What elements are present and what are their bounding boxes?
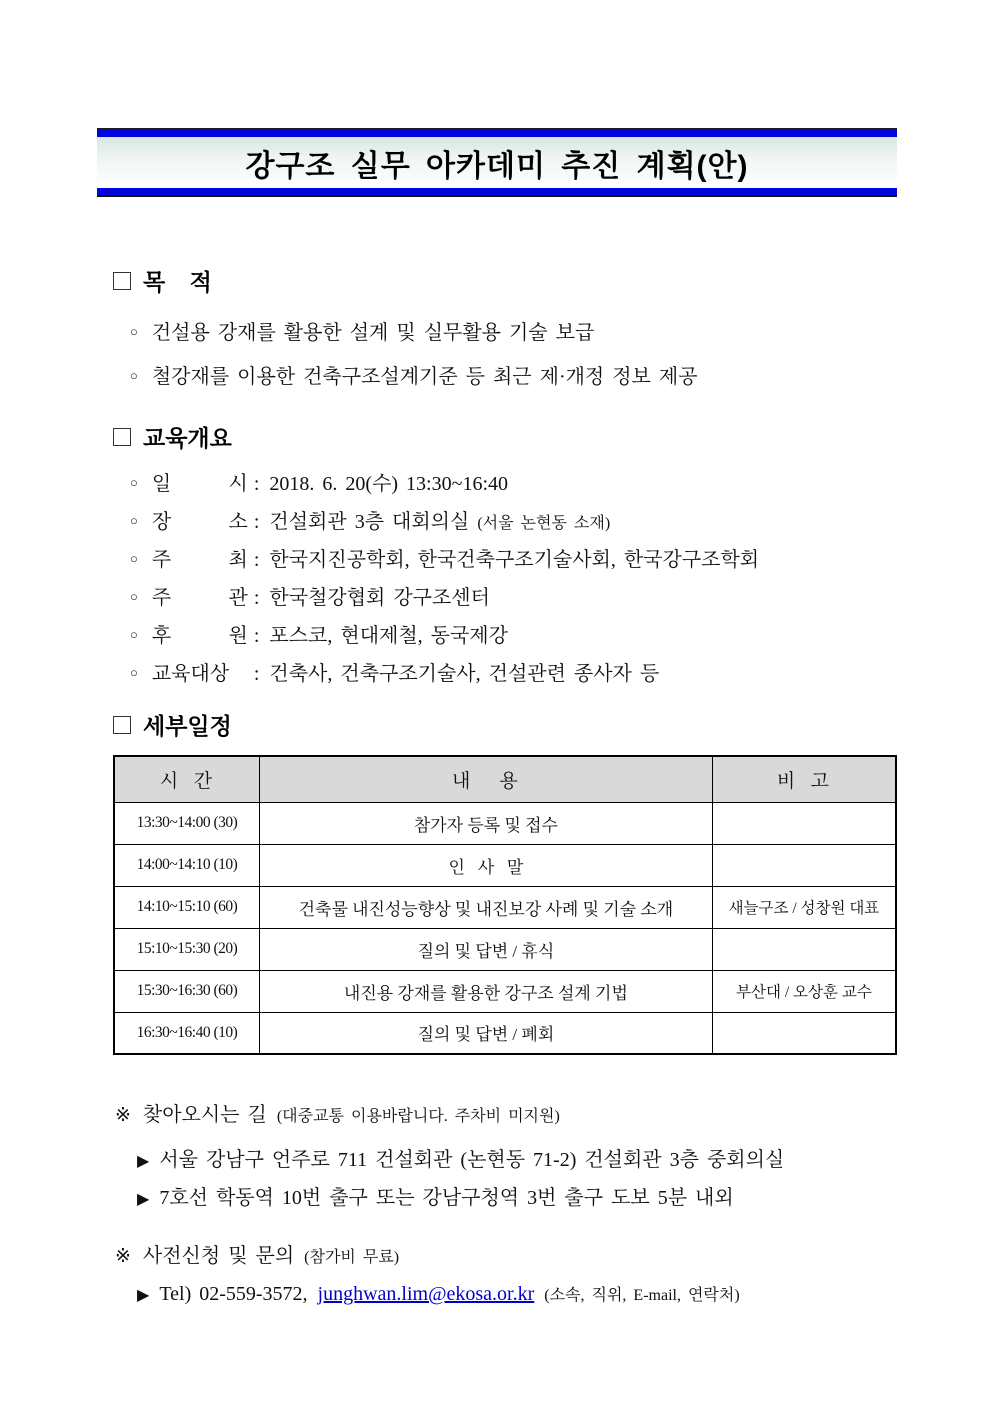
contact-required-info: (소속, 직위, E-mail, 연락처)	[544, 1287, 740, 1304]
overview-item	[130, 467, 992, 496]
circle-bullet-icon: ○	[130, 324, 138, 339]
note-cell	[712, 802, 896, 844]
content-cell: 질의 및 답변 / 폐회	[259, 1012, 712, 1054]
registration-heading-label: 사전신청 및 문의	[142, 1245, 295, 1267]
banner-bottom-bar	[97, 188, 897, 197]
content-cell: 인 사 말	[259, 844, 712, 886]
column-header-content: 내 용	[259, 756, 712, 802]
table-row	[114, 970, 896, 1012]
overview-item-value: 한국철강협회 강구조센터	[269, 587, 490, 609]
time-cell: 14:00~14:10 (10)	[114, 844, 259, 886]
time-cell: 13:30~14:00 (30)	[114, 802, 259, 844]
section-heading-overview	[113, 420, 992, 453]
overview-item-label: 교육대상	[151, 663, 230, 685]
overview-item	[130, 543, 992, 572]
content-cell: 참가자 등록 및 접수	[259, 802, 712, 844]
directions-item-text: 7호선 학동역 10번 출구 또는 강남구청역 3번 출구 도보 5분 내외	[159, 1187, 734, 1209]
section-heading-schedule	[113, 708, 992, 741]
directions-heading-label: 찾아오시는 길	[142, 1104, 267, 1126]
column-header-time: 시 간	[114, 756, 259, 802]
content-cell: 질의 및 답변 / 휴식	[259, 928, 712, 970]
directions-item-text: 서울 강남구 언주로 711 건설회관 (논현동 71-2) 건설회관 3층 중회의실	[159, 1149, 785, 1171]
directions-item	[137, 1181, 992, 1210]
time-cell: 15:30~16:30 (60)	[114, 970, 259, 1012]
square-bullet-icon	[113, 272, 131, 290]
circle-bullet-icon: ○	[130, 368, 138, 383]
overview-item-label: 주 최	[151, 549, 248, 571]
table-row	[114, 844, 896, 886]
table-row	[114, 1012, 896, 1054]
circle-bullet-icon: ○	[130, 551, 138, 566]
arrow-bullet-icon: ▶	[137, 1191, 150, 1208]
table-row	[114, 886, 896, 928]
circle-bullet-icon: ○	[130, 513, 138, 528]
circle-bullet-icon: ○	[130, 627, 138, 642]
schedule-heading-label: 세부일정	[143, 713, 232, 739]
overview-item	[130, 619, 992, 648]
time-cell: 14:10~15:10 (60)	[114, 886, 259, 928]
contact-line	[137, 1282, 992, 1306]
contact-email-link[interactable]: junghwan.lim@ekosa.or.kr	[317, 1283, 535, 1305]
overview-heading-label: 교육개요	[143, 425, 232, 451]
table-header-row	[114, 756, 896, 802]
contact-tel: Tel) 02-559-3572,	[159, 1283, 308, 1305]
purpose-item	[130, 360, 992, 389]
note-cell: 새늘구조 / 성창원 대표	[712, 886, 896, 928]
schedule-table	[113, 755, 897, 1055]
colon: :	[253, 473, 260, 495]
colon: :	[253, 549, 260, 571]
overview-item-label: 주 관	[151, 587, 248, 609]
purpose-item	[130, 316, 992, 345]
overview-item	[130, 581, 992, 610]
note-cell	[712, 928, 896, 970]
reference-mark-icon: ※	[115, 1246, 131, 1267]
note-cell	[712, 844, 896, 886]
section-heading-purpose	[113, 264, 992, 297]
colon: :	[253, 587, 260, 609]
directions-heading	[115, 1098, 992, 1127]
colon: :	[253, 663, 260, 685]
overview-item-value: 한국지진공학회, 한국건축구조기술사회, 한국강구조학회	[269, 549, 760, 571]
overview-item-label: 장 소	[151, 511, 248, 533]
circle-bullet-icon: ○	[130, 475, 138, 490]
square-bullet-icon	[113, 428, 131, 446]
banner-body	[97, 137, 897, 188]
arrow-bullet-icon: ▶	[137, 1153, 150, 1170]
table-row	[114, 802, 896, 844]
content-cell: 내진용 강재를 활용한 강구조 설계 기법	[259, 970, 712, 1012]
purpose-item-text: 철강재를 이용한 건축구조설계기준 등 최근 제·개정 정보 제공	[151, 366, 698, 388]
time-cell: 15:10~15:30 (20)	[114, 928, 259, 970]
colon: :	[253, 625, 260, 647]
column-header-note: 비 고	[712, 756, 896, 802]
banner-top-bar	[97, 128, 897, 137]
overview-item-value: 건축사, 건축구조기술사, 건설관련 종사자 등	[269, 663, 660, 685]
content-cell: 건축물 내진성능향상 및 내진보강 사례 및 기술 소개	[259, 886, 712, 928]
circle-bullet-icon: ○	[130, 589, 138, 604]
purpose-item-text: 건설용 강재를 활용한 설계 및 실무활용 기술 보급	[151, 322, 595, 344]
reference-mark-icon: ※	[115, 1105, 131, 1126]
arrow-bullet-icon: ▶	[137, 1287, 150, 1304]
colon: :	[253, 511, 260, 533]
page-title: 강구조 실무 아카데미 추진 계획(안)	[245, 149, 749, 183]
registration-heading-note: (참가비 무료)	[304, 1249, 400, 1266]
purpose-heading-label: 목 적	[143, 269, 214, 295]
overview-item-note: (서울 논현동 소재)	[477, 515, 611, 532]
title-banner	[97, 128, 897, 197]
note-cell: 부산대 / 오상훈 교수	[712, 970, 896, 1012]
registration-heading	[115, 1239, 992, 1268]
circle-bullet-icon: ○	[130, 665, 138, 680]
overview-item-label: 후 원	[151, 625, 248, 647]
table-row	[114, 928, 896, 970]
overview-item	[130, 505, 992, 534]
square-bullet-icon	[113, 716, 131, 734]
overview-item-value: 2018. 6. 20(수) 13:30~16:40	[269, 473, 508, 495]
directions-heading-note: (대중교통 이용바랍니다. 주차비 미지원)	[276, 1108, 560, 1125]
directions-item	[137, 1143, 992, 1172]
note-cell	[712, 1012, 896, 1054]
time-cell: 16:30~16:40 (10)	[114, 1012, 259, 1054]
overview-item-value: 건설회관 3층 대회의실	[269, 511, 470, 533]
overview-item-value: 포스코, 현대제철, 동국제강	[269, 625, 508, 647]
overview-item-label: 일 시	[151, 473, 248, 495]
overview-item	[130, 657, 992, 686]
